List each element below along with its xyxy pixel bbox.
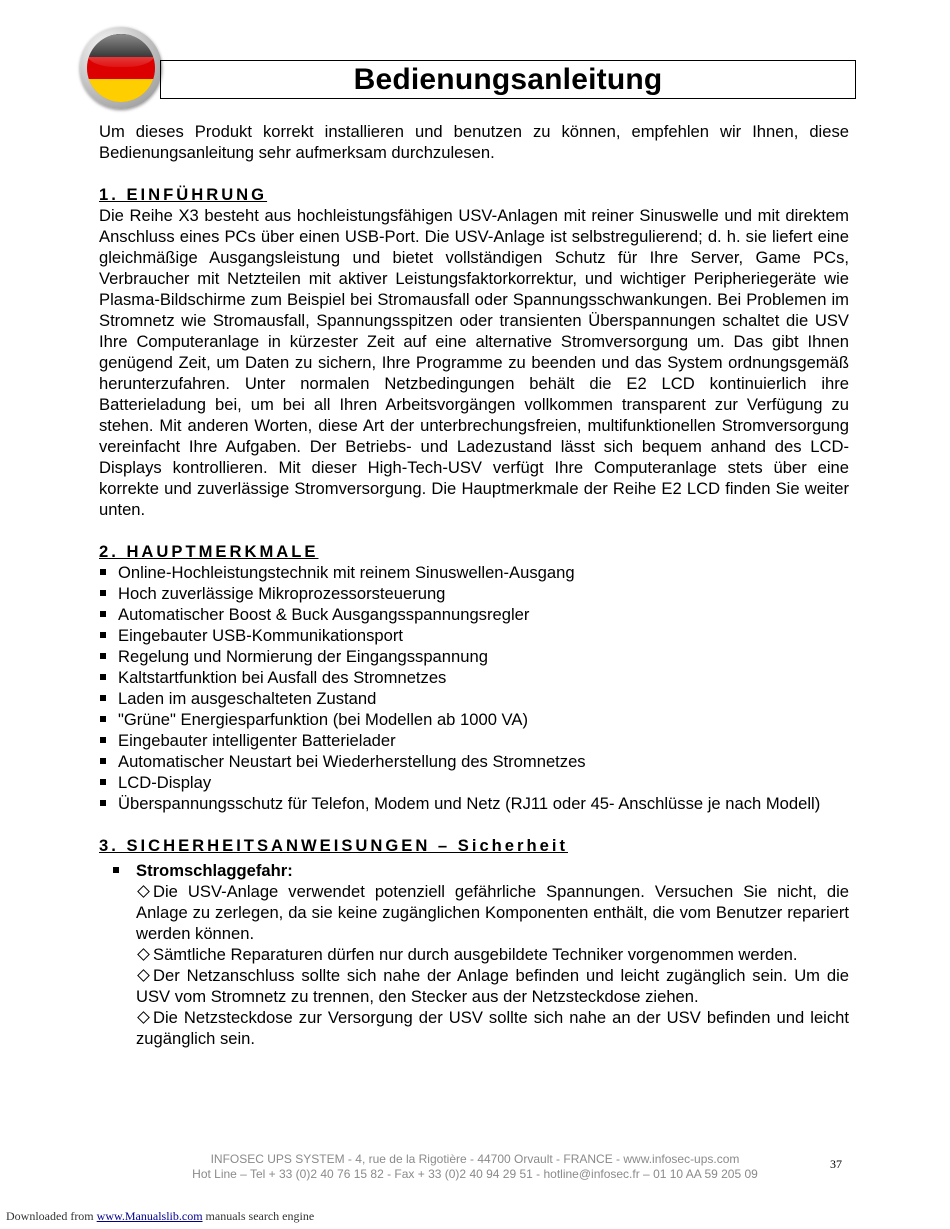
intro-paragraph: Um dieses Produkt korrekt installieren und benutzen zu können, empfehlen wir Ihnen, diese Bedienungsanleitung sehr aufmerksam durchzulesen.: [99, 122, 849, 162]
bullet-icon: [100, 779, 106, 785]
list-item: Hoch zuverlässige Mikroprozessorsteuerung: [99, 583, 849, 604]
flag-stripes: [87, 34, 155, 102]
safety-point: Die Netzsteckdose zur Versorgung der USV sollte sich nahe an der USV befinden und leicht zugänglich sein.: [136, 1008, 849, 1048]
bullet-icon: [100, 716, 106, 722]
bullet-icon: [100, 758, 106, 764]
list-item: Laden im ausgeschalteten Zustand: [99, 688, 849, 709]
list-item: Eingebauter USB-Kommunikationsport: [99, 625, 849, 646]
diamond-icon: [137, 885, 150, 898]
page-title: Bedienungsanleitung: [353, 62, 663, 96]
list-item: "Grüne" Energiesparfunktion (bei Modellen ab 1000 VA): [99, 709, 849, 730]
page-footer: [100, 1152, 850, 1182]
section-heading-features: 2. HAUPTMERKMALE: [99, 542, 319, 561]
page-number: 37: [830, 1157, 842, 1171]
section-heading-safety: 3. SICHERHEITSANWEISUNGEN – Sicherheit: [99, 836, 568, 855]
safety-block: [99, 860, 849, 1049]
bullet-icon: [100, 590, 106, 596]
footer-contact: Hot Line – Tel + 33 (0)2 40 76 15 82 - Fax + 33 (0)2 40 94 29 51 - hotline@infosec.fr – 01 10 AA 59 205 09: [192, 1167, 758, 1181]
bullet-icon: [100, 737, 106, 743]
footer-address: INFOSEC UPS SYSTEM - 4, rue de la Rigotière - 44700 Orvault - FRANCE - www.infosec-ups.com: [210, 1152, 740, 1166]
bullet-icon: [100, 569, 106, 575]
section-heading-introduction: 1. EINFÜHRUNG: [99, 185, 268, 204]
manualslib-link[interactable]: www.Manualslib.com: [96, 1209, 203, 1223]
diamond-icon: [137, 969, 150, 982]
bullet-icon: [113, 867, 119, 873]
list-item: Eingebauter intelligenter Batterielader: [99, 730, 849, 751]
bullet-icon: [100, 632, 106, 638]
bullet-icon: [100, 653, 106, 659]
flag-gloss: [87, 34, 155, 67]
safety-point: Sämtliche Reparaturen dürfen nur durch ausgebildete Techniker vorgenommen werden.: [136, 944, 849, 965]
title-box: [160, 60, 856, 99]
list-item: Automatischer Boost & Buck Ausgangsspannungsregler: [99, 604, 849, 625]
download-suffix: manuals search engine: [205, 1209, 315, 1223]
main-content: [99, 121, 849, 1049]
list-item: Kaltstartfunktion bei Ausfall des Stromnetzes: [99, 667, 849, 688]
list-item: LCD-Display: [99, 772, 849, 793]
list-item: Automatischer Neustart bei Wiederherstellung des Stromnetzes: [99, 751, 849, 772]
bullet-icon: [100, 695, 106, 701]
bullet-icon: [100, 800, 106, 806]
introduction-paragraph: Die Reihe X3 besteht aus hochleistungsfähigen USV-Anlagen mit reiner Sinuswelle und mit direktem Anschluss eines PCs über einen USB-Port. Die USV-Anlage ist selbstregulierend; d. h. sie liefert eine gleichmäßige Ausgangsleistung und bietet vollständigen Schutz für Ihre Server, Game PCs, Verbraucher mit Netzteilen mit aktiver Leistungsfaktorkorrektur, und wichtiger Peripheriegeräte wie Plasma-Bildschirme zum Beispiel bei Stromausfall oder Spannungsschwankungen. Bei Problemen im Stromnetz wie Stromausfall, Spannungsspitzen oder transienten Überspannungen schaltet die USV Ihre Computeranlage in kürzester Zeit auf eine alternative Stromversorgung um. Das gibt Ihnen genügend Zeit, um Daten zu sichern, Ihre Programme zu beenden und das System ordnungsgemäß herunterzufahren. Unter normalen Netzbedingungen behält die E2 LCD kontinuierlich ihre Batterieladung bei, um bei all Ihren Arbeitsvorgängen vollkommen transparent zur Verfügung zu stehen. Mit anderen Worten, diese Art der unterbrechungsfreien, multifunktionellen Stromversorgung vereinfacht Ihre Aufgaben. Der Betriebs- und Ladezustand lässt sich bequem anhand des LCD-Displays kontrollieren. Mit dieser High-Tech-USV verfügt Ihre Computeranlage stets über eine korrekte und zuverlässige Stromversorgung. Die Hauptmerkmale der Reihe E2 LCD finden Sie weiter unten.: [99, 206, 849, 519]
list-item: Regelung und Normierung der Eingangsspannung: [99, 646, 849, 667]
download-prefix: Downloaded from: [6, 1209, 94, 1223]
flag-stripe-gold: [87, 79, 155, 102]
bullet-icon: [100, 674, 106, 680]
list-item: Überspannungsschutz für Telefon, Modem und Netz (RJ11 oder 45- Anschlüsse je nach Modell): [99, 793, 849, 814]
bullet-icon: [100, 611, 106, 617]
safety-point: Der Netzanschluss sollte sich nahe der Anlage befinden und leicht zugänglich sein. Um die USV vom Stromnetz zu trennen, den Stecker aus der Netzsteckdose ziehen.: [136, 966, 849, 1006]
safety-point: Die USV-Anlage verwendet potenziell gefährliche Spannungen. Versuchen Sie nicht, die Anlage zu zerlegen, da sie keine zugänglichen Komponenten enthält, die vom Benutzer repariert werden können.: [136, 882, 849, 943]
diamond-icon: [137, 1011, 150, 1024]
german-flag-icon: [80, 27, 162, 109]
diamond-icon: [137, 948, 150, 961]
download-note: [6, 1209, 314, 1224]
shock-hazard-label: Stromschlaggefahr:: [136, 861, 293, 880]
list-item: Online-Hochleistungstechnik mit reinem Sinuswellen-Ausgang: [99, 562, 849, 583]
feature-list: [99, 562, 849, 814]
